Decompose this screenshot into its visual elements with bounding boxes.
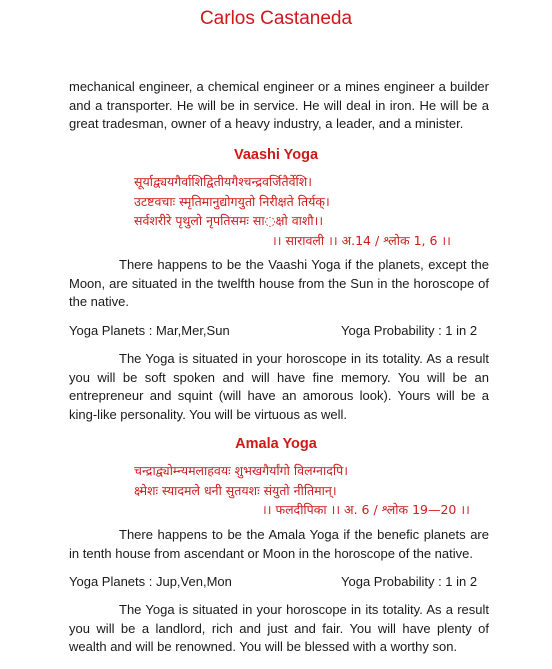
amala-yoga-probability: Yoga Probability : 1 in 2 (341, 574, 478, 589)
amala-yoga-planets: Yoga Planets : Jup,Ven,Mon (69, 574, 232, 589)
vaashi-yoga-heading: Vaashi Yoga (233, 147, 319, 163)
vaashi-yoga-probability: Yoga Probability : 1 in 2 (341, 323, 478, 338)
vaashi-yoga-planets: Yoga Planets : Mar,Mer,Sun (69, 323, 230, 338)
page-header-title: Carlos Castaneda (199, 8, 353, 29)
vaashi-verse-source: ।। सारावली ।। अ.14 / श्लोक 1, 6 ।। (272, 233, 451, 248)
vaashi-description: There happens to be the Vaashi Yoga if the planets, except the Moon, are situated in the twelfth house from the Sun in the horoscope of the native. (69, 257, 489, 309)
amala-description: There happens to be the Amala Yoga if the benefic planets are in tenth house from ascendant or Moon in the horoscope of the native. (69, 527, 489, 561)
amala-result: The Yoga is situated in your horoscope in its totality. As a result you will be a landlord, rich and just and fair. You will have plenty of wealth and will be renowned. You will be blessed with a worthy son. (69, 602, 489, 654)
vaashi-verse-line-2: उटष्टवचाः स्मृतिमानुद्योगयुतो निरीक्षते तिर्यक्। (134, 194, 330, 209)
amala-verse-source: ।। फलदीपिका ।। अ. 6 / श्लोक 19—20 ।। (262, 502, 470, 517)
amala-yoga-heading: Amala Yoga (235, 436, 317, 452)
vaashi-verse-line-3: सर्वशरीरे पृथुलो नृपतिसमः सा◌क्षो वाशौ।। (134, 213, 324, 228)
amala-verse-line-1: चन्द्राद्व्योम्न्यमलाहवयः शुभखगैर्यांगो विलग्नादपि। (134, 463, 348, 478)
vaashi-result: The Yoga is situated in your horoscope in its totality. As a result you will be soft spoken and will have fine memory. You will be an entrepreneur and squint (will have an amorous look). Yours will be a king-like personality. You will be virtuous as well. (69, 351, 489, 422)
amala-verse-line-2: क्ष्मेशः स्यादमले धनी सुतयशः संयुतो नीतिमान्। (134, 483, 337, 498)
vaashi-verse-line-1: सूर्याद्व्ययगैर्वाशिद्वितीयगैश्चन्द्रवर्जितैर्वेशि। (134, 174, 313, 189)
intro-paragraph: mechanical engineer, a chemical engineer or a mines engineer a builder and a transporter. He will be in service. He will deal in iron. He will be a great tradesman, owner of a heavy industry, a leader, and a minister. (69, 79, 489, 131)
